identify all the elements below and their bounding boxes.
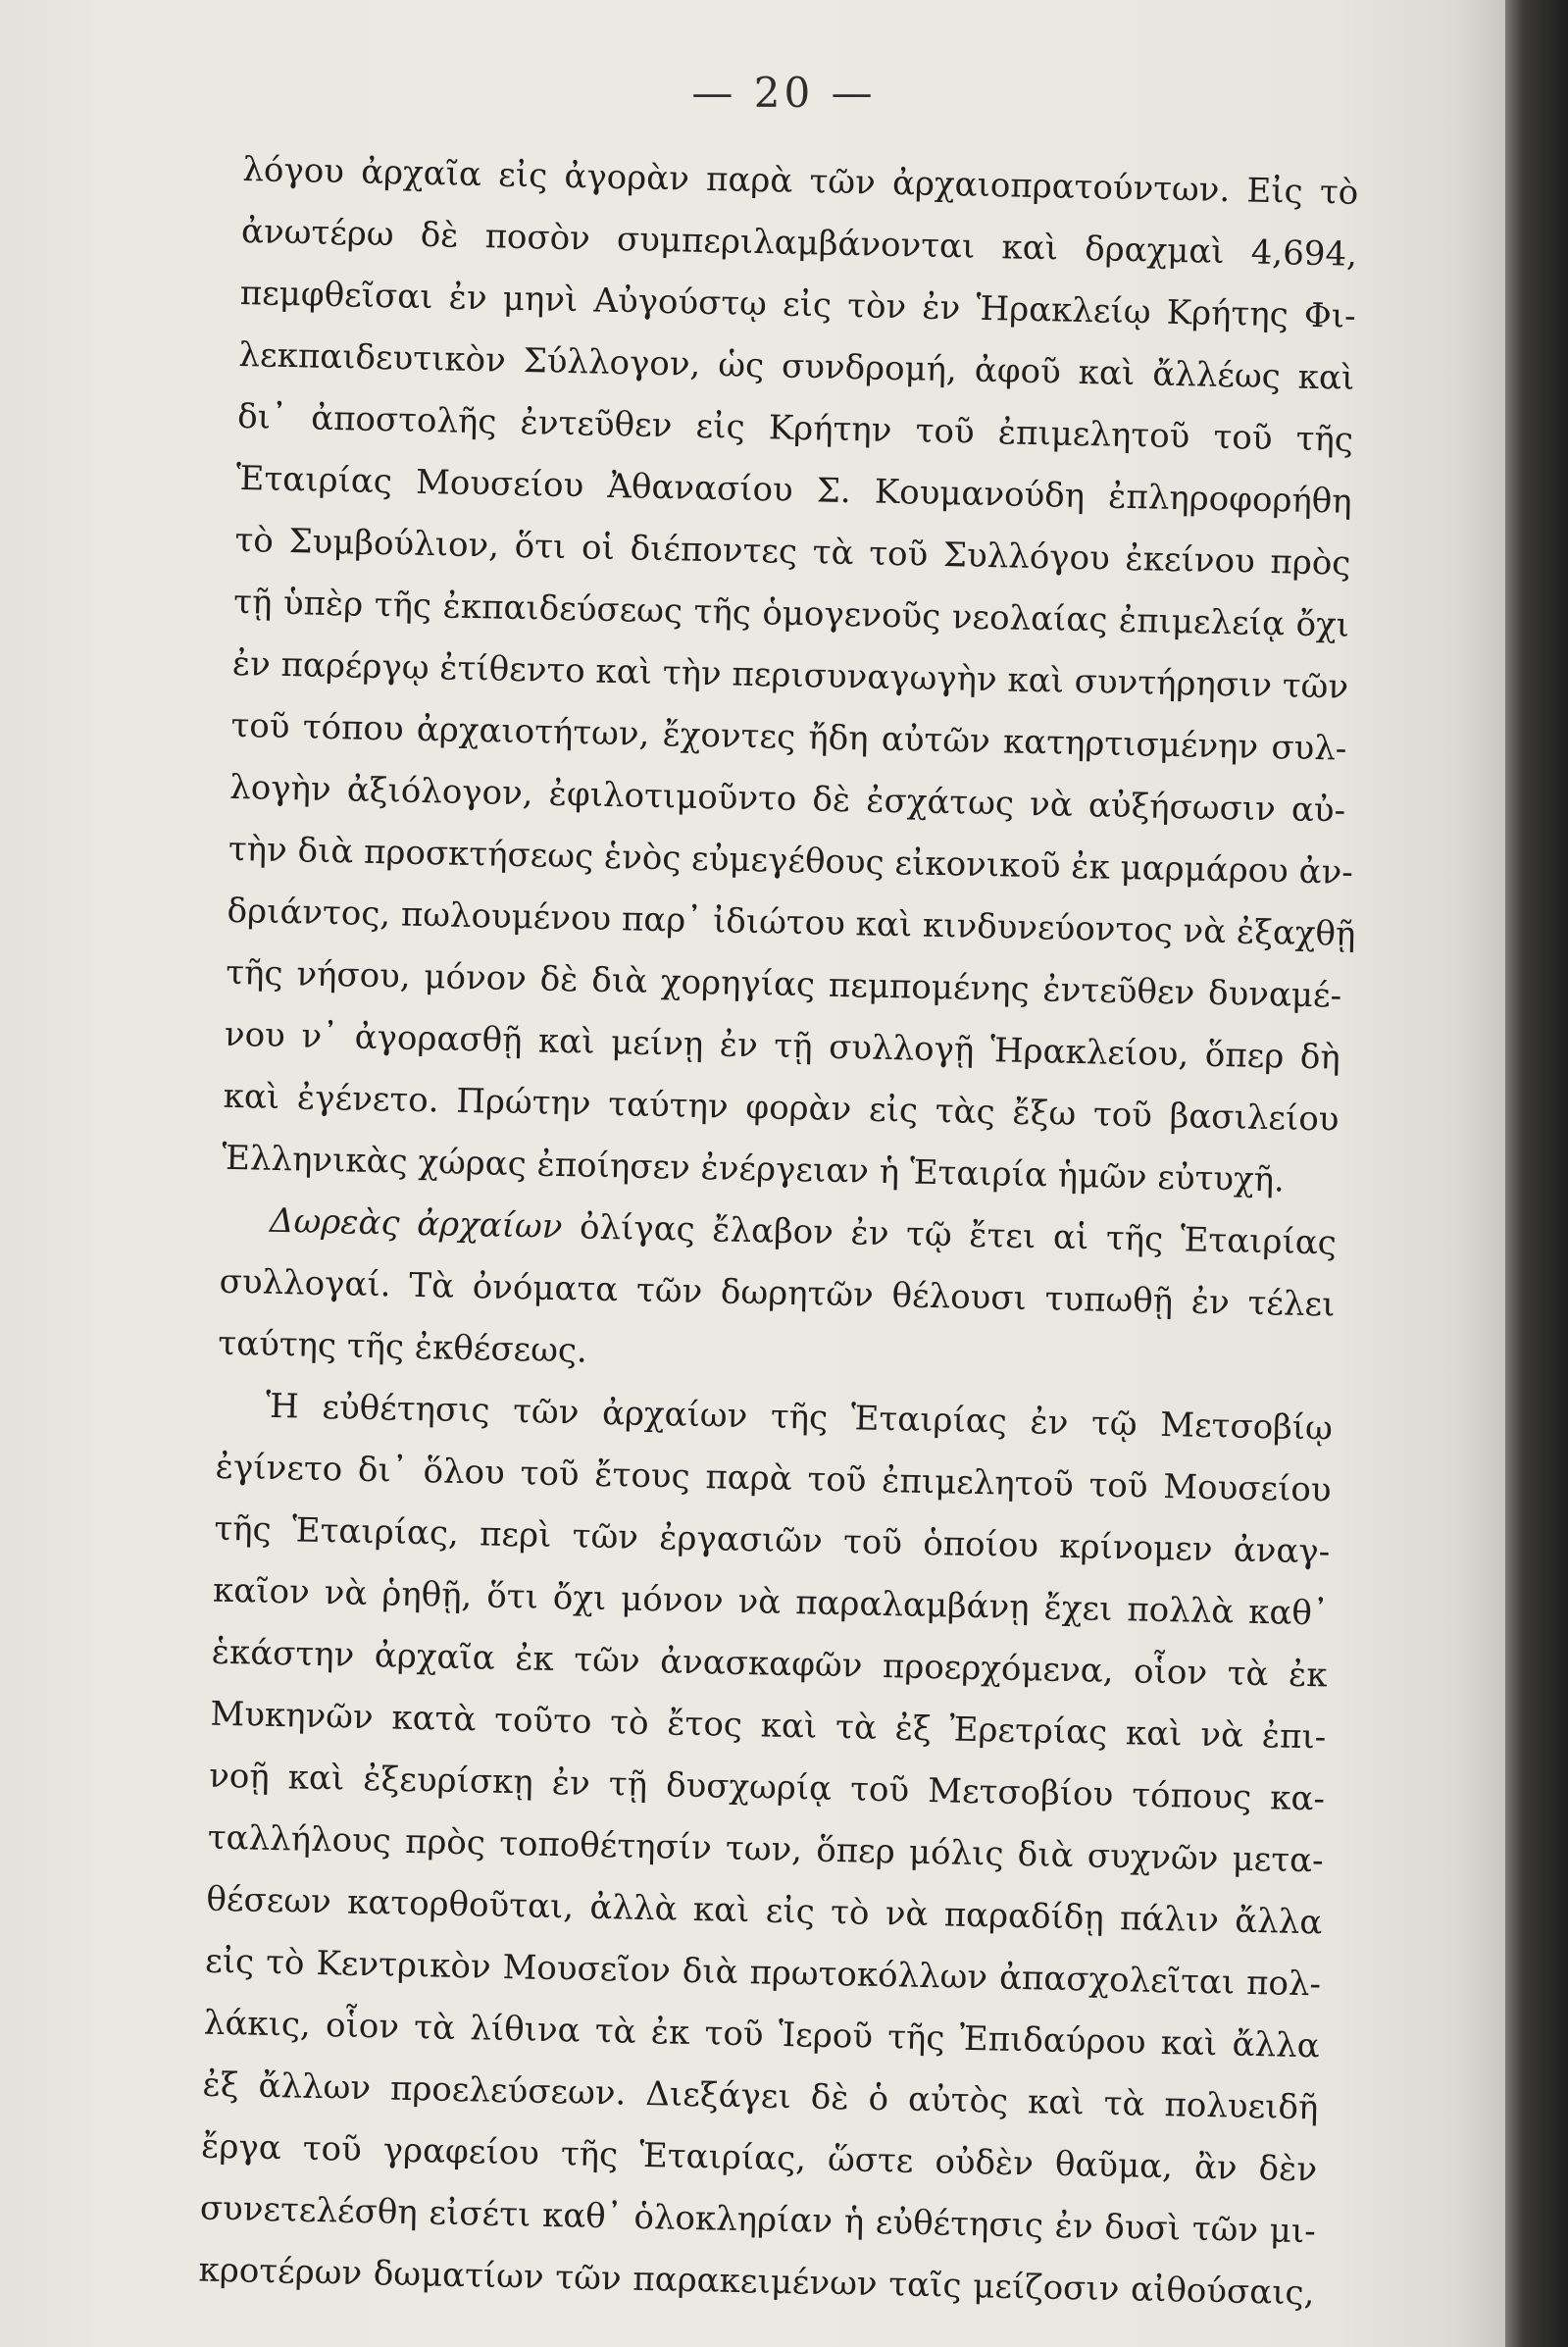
text-line: εἰς τὸ Κεντρικὸν Μουσεῖον διὰ πρωτοκόλλων ἀπασχολεῖται πολ- [204,1941,1322,2005]
text-line: δριάντος, πωλουμένου παρ᾿ ἰδιώτου καὶ κινδυνεύοντος νὰ ἐξαχθῇ [227,891,1356,954]
text-line: Δωρεὰς ἀρχαίων ὀλίγας ἔλαβον ἐν τῷ ἔτει αἱ τῆς Ἑταιρίας [269,1200,1338,1263]
text-line: τῇ ὑπὲρ τῆς ἐκπαιδεύσεως τῆς ὁμογενοῦς νεολαίας ἐπιμελείᾳ ὄχι [232,582,1350,645]
text-line: λεκπαιδευτικὸν Σύλλογον, ὡς συνδρομή, ἀφοῦ καὶ ἄλλέως καὶ [238,334,1355,398]
text-line: λάκις, οἷον τὰ λίθινα τὰ ἐκ τοῦ Ἱεροῦ τῆς Ἐπιδαύρου καὶ ἄλλα [203,2003,1321,2066]
text-line: ἔργα τοῦ γραφείου τῆς Ἑταιρίας, ὥστε οὐδὲν θαῦμα, ἂν δὲν [200,2126,1318,2190]
text-line: τὸ Συμβούλιον, ὅτι οἱ διέποντες τὰ τοῦ Συλλόγου ἐκείνου πρὸς [234,520,1351,584]
text-line: Ἑταιρίας Μουσείου Ἀθανασίου Σ. Κουμανούδη ἐπληροφορήθη [235,458,1353,522]
text-line: ἐξ ἄλλων προελεύσεων. Διεξάγει δὲ ὁ αὐτὸς καὶ τὰ πολυειδῆ [202,2065,1319,2128]
text-line: λόγου ἀρχαῖα εἰς ἀγορὰν παρὰ τῶν ἀρχαιοπρατούντων. Εἰς τὸ [242,149,1359,213]
text-line: Μυκηνῶν κατὰ τοῦτο τὸ ἔτος καὶ τὰ ἐξ Ἐρετρίας καὶ νὰ ἐπι- [210,1694,1327,1758]
text-line: καὶ ἐγένετο. Πρώτην ταύτην φορὰν εἰς τὰς ἔξω τοῦ βασιλείου [223,1076,1340,1140]
text-line: τῆς Ἑταιρίας, περὶ τῶν ἐργασιῶν τοῦ ὁποίου κρίνομεν ἀναγ- [214,1508,1331,1572]
text-line: κροτέρων δωματίων τῶν παρακειμένων ταῖς μείζοσιν αἰθούσαις, [198,2250,1315,2314]
text-line: ἐγίνετο δι᾿ ὅλου τοῦ ἔτους παρὰ τοῦ ἐπιμελητοῦ τοῦ Μουσείου [215,1447,1332,1510]
text-line: ἀνωτέρω δὲ ποσὸν συμπεριλαμβάνονται καὶ δραχμαὶ 4,694, [240,211,1358,275]
text-line: νοῇ καὶ ἐξευρίσκῃ ἐν τῇ δυσχωρίᾳ τοῦ Μετσοβίου τόπους κα- [208,1756,1326,1819]
text-line: ταύτης τῆς ἐκθέσεως. [217,1323,588,1371]
text-line: ταλλήλους πρὸς τοποθέτησίν των, ὅπερ μόλις διὰ συχνῶν μετα- [207,1817,1325,1881]
text-line: νου ν᾿ ἀγορασθῇ καὶ μείνῃ ἐν τῇ συλλογῇ Ἡρακλείου, ὅπερ δὴ [224,1014,1341,1078]
text-line: τοῦ τόπου ἀρχαιοτήτων, ἔχοντες ἤδη αὐτῶν κατηρτισμένην συλ- [230,705,1347,769]
text-line: πεμφθεῖσαι ἐν μηνὶ Αὐγούστῳ εἰς τὸν ἐν Ἡρακλείῳ Κρήτης Φι- [239,273,1357,336]
text-line: δι᾿ ἀποστολῆς ἐντεῦθεν εἰς Κρήτην τοῦ ἐπιμελητοῦ τοῦ τῆς [236,396,1354,460]
text-line: καῖον νὰ ῥηθῇ, ὅτι ὄχι μόνον νὰ παραλαμβάνῃ ἔχει πολλὰ καθ᾿ [212,1570,1330,1634]
text-line: ἐν παρέργῳ ἐτίθεντο καὶ τὴν περισυναγωγὴν καὶ συντήρησιν τῶν [231,643,1349,707]
page-number: — 20 — [691,69,877,117]
text-line: ἑκάστην ἀρχαῖα ἐκ τῶν ἀνασκαφῶν προερχόμενα, οἷον τὰ ἐκ [211,1632,1328,1696]
page-edge-shadow [1505,0,1568,2347]
text-line: θέσεων κατορθοῦται, ἀλλὰ καὶ εἰς τὸ νὰ παραδίδῃ πάλιν ἄλλα [206,1879,1323,1943]
body-text [198,145,1359,2314]
text-line: τῆς νήσου, μόνον δὲ διὰ χορηγίας πεμπομένης ἐντεῦθεν δυναμέ- [225,952,1342,1016]
text-line: συλλογαί. Τὰ ὀνόματα τῶν δωρητῶν θέλουσι τυπωθῇ ἐν τέλει [219,1261,1336,1325]
text-line: λογὴν ἀξιόλογον, ἐφιλοτιμοῦντο δὲ ἐσχάτως νὰ αὐξήσωσιν αὐ- [228,767,1346,831]
text-line: Ἑλληνικὰς χώρας ἐποίησεν ἐνέργειαν ἡ Ἑταιρία ἡμῶν εὐτυχῆ. [221,1138,1286,1200]
text-line: Ἡ εὐθέτησις τῶν ἀρχαίων τῆς Ἑταιρίας ἐν τῷ Μετσοβίῳ [265,1386,1334,1449]
text-line: συνετελέσθη εἰσέτι καθ᾿ ὁλοκληρίαν ἡ εὐθέτησις ἐν δυσὶ τῶν μι- [199,2188,1317,2252]
text-line: τὴν διὰ προσκτήσεως ἑνὸς εὐμεγέθους εἰκονικοῦ ἐκ μαρμάρου ἀν- [228,829,1354,893]
